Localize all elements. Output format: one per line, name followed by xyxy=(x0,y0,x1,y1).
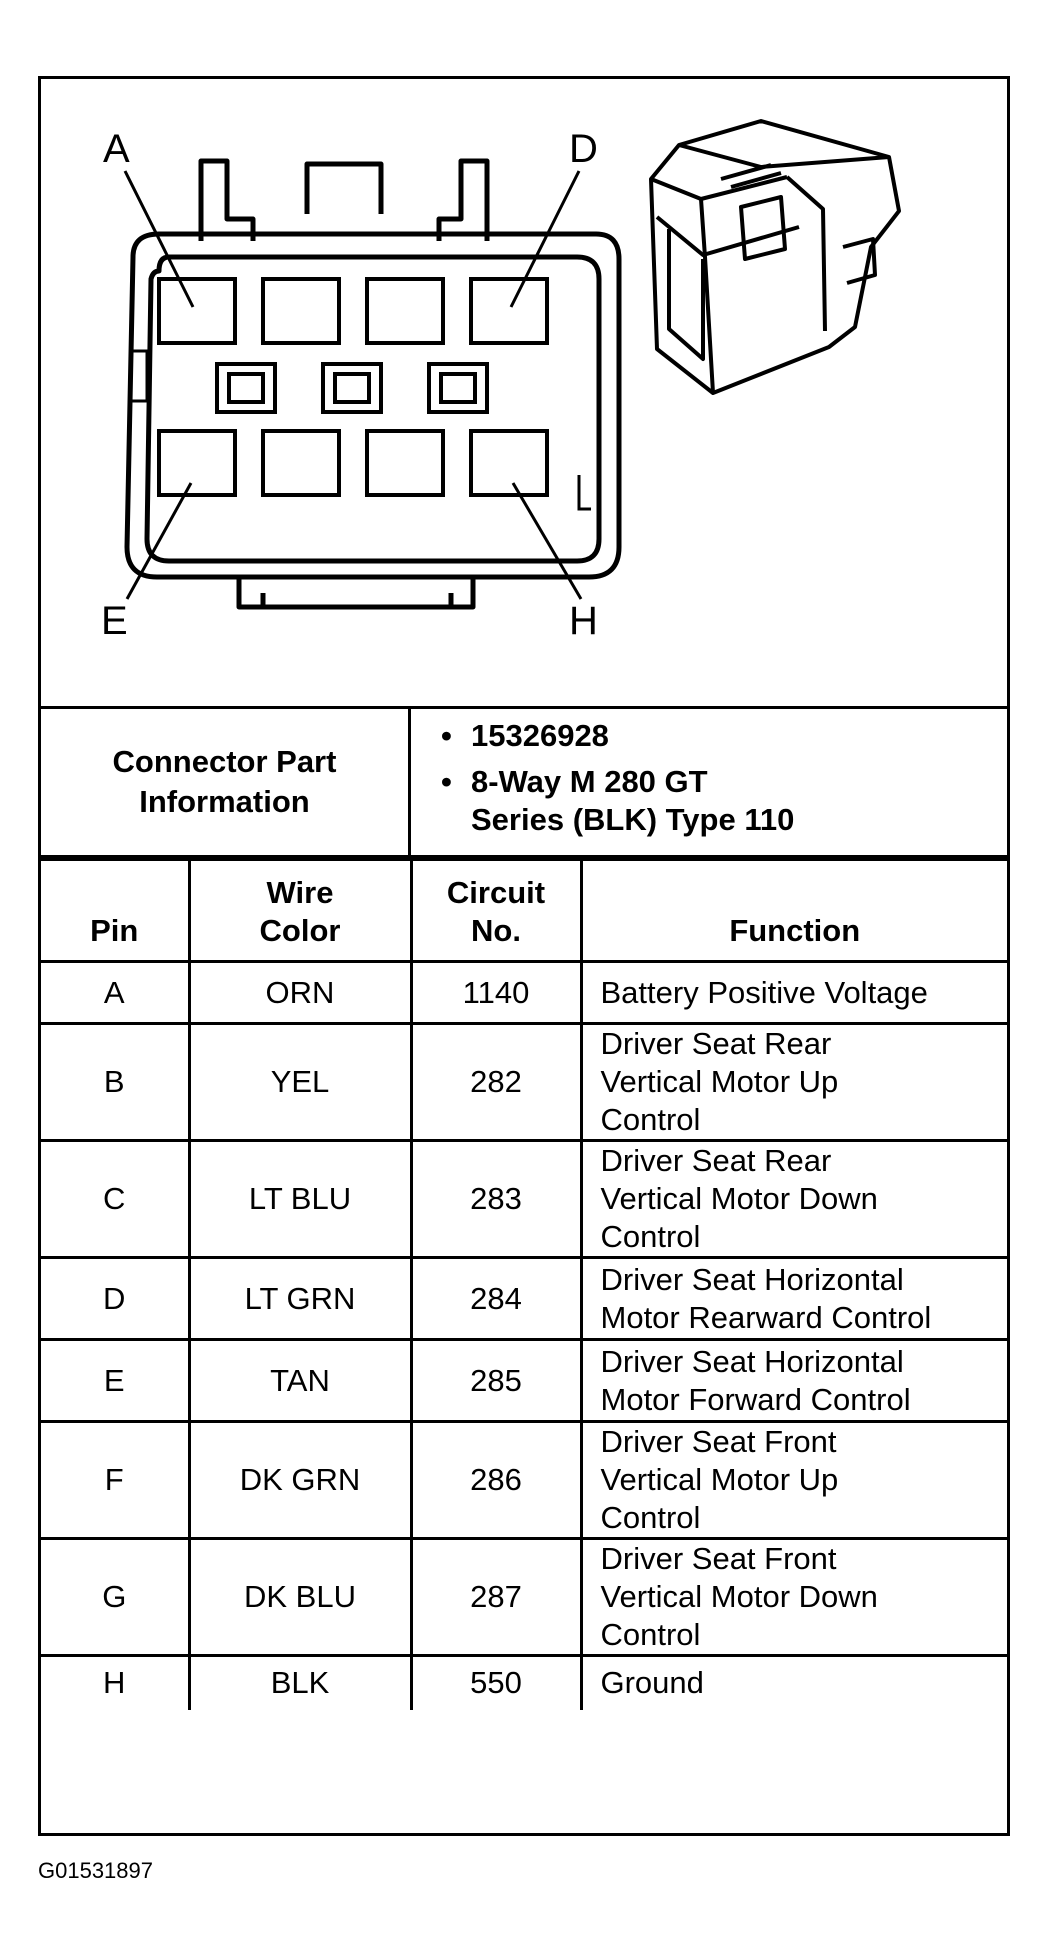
connector-info-details xyxy=(411,709,1007,855)
function-line: Control xyxy=(600,1617,701,1652)
circuit-cell: 282 xyxy=(411,1024,581,1141)
function-cell xyxy=(581,1656,1007,1710)
circuit-cell: 284 xyxy=(411,1258,581,1340)
function-line: Driver Seat Front xyxy=(600,1424,837,1459)
function-line: Motor Rearward Control xyxy=(600,1299,932,1335)
middle-latches xyxy=(217,364,487,412)
table-row xyxy=(41,1340,1007,1422)
wire-color-cell: DK GRN xyxy=(189,1422,411,1539)
function-line: Driver Seat Front xyxy=(600,1541,837,1576)
header-pin: Pin xyxy=(41,860,189,962)
function-line: Driver Seat Rear xyxy=(600,1026,832,1061)
function-line: Vertical Motor Down xyxy=(600,1181,878,1216)
label-pin-h: H xyxy=(569,599,598,643)
header-circuit-no: Circuit No. xyxy=(411,860,581,962)
cavity-a xyxy=(159,279,235,343)
function-line: Control xyxy=(600,1219,701,1254)
pin-cell: G xyxy=(41,1539,189,1656)
function-cell xyxy=(581,1024,1007,1141)
table-row xyxy=(41,1141,1007,1258)
table-row xyxy=(41,1656,1007,1710)
connector-figure xyxy=(38,76,1010,1836)
left-tab xyxy=(201,161,253,241)
connector-description: • 8-Way M 280 GT Series (BLK) Type 110 xyxy=(441,763,1007,839)
figure-id: G01531897 xyxy=(38,1858,153,1883)
heading-line-1: Connector Part xyxy=(112,744,337,779)
cavity-g xyxy=(367,431,443,495)
function-line: Driver Seat Rear xyxy=(600,1143,832,1178)
pin-cell: B xyxy=(41,1024,189,1141)
pin-cell: F xyxy=(41,1422,189,1539)
function-line: Control xyxy=(600,1500,701,1535)
pin-cell: A xyxy=(41,962,189,1024)
table-row xyxy=(41,1024,1007,1141)
function-line: Motor Forward Control xyxy=(600,1381,911,1417)
connector-3d-view xyxy=(651,121,899,393)
wire-color-cell: TAN xyxy=(189,1340,411,1422)
circuit-cell: 285 xyxy=(411,1340,581,1422)
cavity-h xyxy=(471,431,547,495)
connector-diagram xyxy=(41,79,1007,709)
function-cell xyxy=(581,962,1007,1024)
function-cell xyxy=(581,1539,1007,1656)
wire-color-cell: ORN xyxy=(189,962,411,1024)
pin-table xyxy=(41,858,1007,1710)
bottom-latch xyxy=(239,577,473,607)
cavity-c xyxy=(367,279,443,343)
wire-color-cell: LT BLU xyxy=(189,1141,411,1258)
wire-color-cell: YEL xyxy=(189,1024,411,1141)
cavity-e xyxy=(159,431,235,495)
wire-color-cell: BLK xyxy=(189,1656,411,1710)
function-line: Driver Seat Horizontal xyxy=(600,1343,904,1379)
circuit-cell: 287 xyxy=(411,1539,581,1656)
wire-color-cell: LT GRN xyxy=(189,1258,411,1340)
function-line: Vertical Motor Down xyxy=(600,1579,878,1614)
pin-cell: D xyxy=(41,1258,189,1340)
connector-face-drawing xyxy=(41,79,1007,709)
table-row xyxy=(41,1258,1007,1340)
pin-table-header-row xyxy=(41,860,1007,962)
function-line: Battery Positive Voltage xyxy=(600,974,928,1010)
table-row xyxy=(41,1422,1007,1539)
label-pin-d: D xyxy=(569,127,598,171)
label-pin-e: E xyxy=(101,599,128,643)
function-cell xyxy=(581,1422,1007,1539)
right-tab xyxy=(439,161,487,241)
cavity-b xyxy=(263,279,339,343)
wire-color-cell: DK BLU xyxy=(189,1539,411,1656)
bottom-row-cavities xyxy=(159,431,547,495)
cavity-d xyxy=(471,279,547,343)
header-wire-color: Wire Color xyxy=(189,860,411,962)
label-pin-a: A xyxy=(103,127,130,171)
top-row-cavities xyxy=(159,279,547,343)
heading-line-2: Information xyxy=(139,784,310,819)
circuit-cell: 1140 xyxy=(411,962,581,1024)
function-cell xyxy=(581,1141,1007,1258)
function-line: Driver Seat Horizontal xyxy=(600,1261,904,1297)
table-row xyxy=(41,1539,1007,1656)
circuit-cell: 286 xyxy=(411,1422,581,1539)
table-row xyxy=(41,962,1007,1024)
pin-cell: E xyxy=(41,1340,189,1422)
function-line: Vertical Motor Up xyxy=(600,1064,839,1099)
function-cell xyxy=(581,1258,1007,1340)
connector-info-heading xyxy=(41,709,411,855)
pin-cell: C xyxy=(41,1141,189,1258)
function-line: Ground xyxy=(600,1665,704,1701)
function-line: Control xyxy=(600,1102,701,1137)
center-tab xyxy=(307,164,381,214)
part-number: • 15326928 xyxy=(441,717,1007,755)
pin-cell: H xyxy=(41,1656,189,1710)
circuit-cell: 283 xyxy=(411,1141,581,1258)
function-line: Vertical Motor Up xyxy=(600,1462,839,1497)
header-function: Function xyxy=(581,860,1007,962)
cavity-f xyxy=(263,431,339,495)
connector-part-information xyxy=(41,706,1007,858)
circuit-cell: 550 xyxy=(411,1656,581,1710)
function-cell xyxy=(581,1340,1007,1422)
